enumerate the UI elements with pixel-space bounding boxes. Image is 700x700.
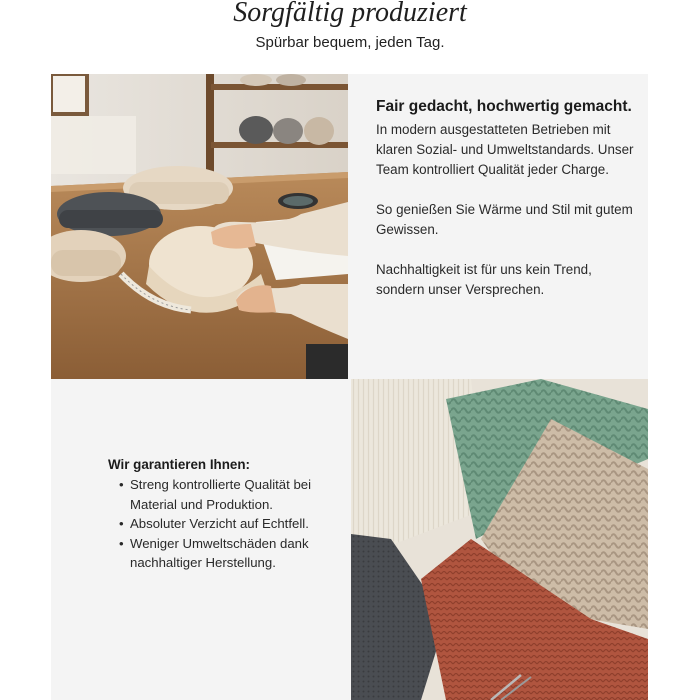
- guarantee-section: [108, 455, 338, 573]
- guarantee-item: • Absoluter Verzicht auf Echtfell.: [130, 514, 338, 534]
- fair-section: [376, 96, 636, 320]
- workshop-photo: [51, 74, 348, 379]
- fair-paragraph-3: Nachhaltigkeit ist für uns kein Trend, sondern unser Versprechen.: [376, 262, 592, 297]
- guarantee-item: • Weniger Umweltschäden dank nachhaltiger Herstellung.: [130, 534, 338, 573]
- content-panel: [51, 74, 648, 700]
- knit-fabric-photo: [351, 379, 648, 700]
- page-subtitle: Spürbar bequem, jeden Tag.: [255, 34, 445, 51]
- guarantee-list: [108, 475, 338, 573]
- guarantee-heading: Wir garantieren Ihnen:: [108, 457, 250, 472]
- guarantee-item: • Streng kontrollierte Qualität bei Material und Produktion.: [130, 475, 338, 514]
- fair-paragraph-1: In modern ausgestatteten Betrieben mit klaren Sozial- und Umweltstandards. Unser Team kontrolliert Qualität jeder Charge.: [376, 122, 634, 177]
- page-title: Sorgfältig produziert: [233, 0, 467, 28]
- fair-heading: Fair gedacht, hochwertig gemacht.: [376, 98, 632, 115]
- fair-paragraph-2: So genießen Sie Wärme und Stil mit gutem Gewissen.: [376, 202, 633, 237]
